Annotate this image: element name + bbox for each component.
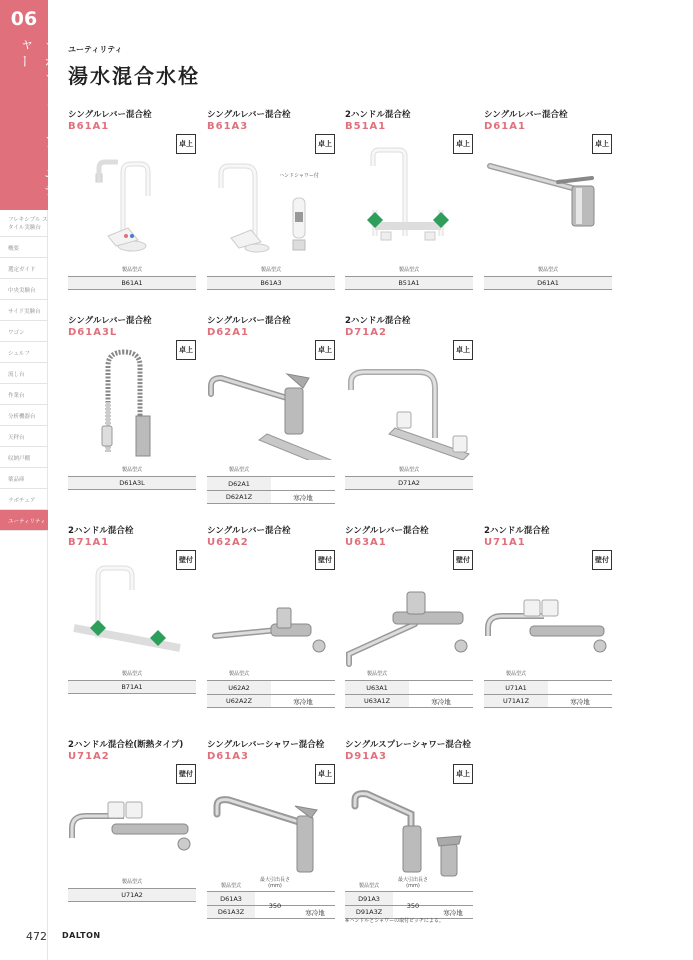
product-name: シングルレバー混合栓 (207, 110, 291, 120)
section-title: ラボラトリーファニチャー (16, 38, 58, 198)
product-name: 2ハンドル混合栓 (68, 526, 134, 536)
model-number: U62A2Z (207, 695, 271, 707)
faucet-image (484, 136, 612, 254)
sidebar-item-center-bench[interactable]: 中央実験台 (0, 279, 48, 300)
page-title: 湯水混合水栓 (68, 64, 200, 88)
sidebar-item-guide[interactable]: 選定ガイド (0, 258, 48, 279)
cold-region-note: 寒冷地 (305, 908, 325, 917)
product-card (207, 738, 335, 923)
sidebar-item-wagon[interactable]: ワゴン (0, 321, 48, 342)
faucet-image (207, 342, 335, 460)
product-card (345, 524, 473, 709)
spec-label: 製品型式 (228, 467, 249, 473)
product-code: B61A3 (207, 121, 249, 132)
sidebar-item-flexible[interactable]: フレキシブル スタイル実験台 (0, 213, 48, 237)
footnote: ※ハンドルとシャワーの取付ピッチによる。 (345, 918, 444, 924)
sidebar-item-instrument-table[interactable]: 分析機器台 (0, 405, 48, 426)
model-number: D62A1Z (207, 491, 271, 503)
model-number: B51A1 (345, 277, 473, 289)
model-number: B61A1 (68, 277, 196, 289)
model-number: D62A1 (207, 477, 271, 490)
model-number: U62A2 (207, 681, 271, 694)
spec-label: 最大引出長さ (mm) (397, 877, 428, 889)
category-label: ユーティリティ (68, 45, 123, 54)
model-number: D61A1 (484, 277, 612, 289)
sidebar-nav (0, 213, 48, 531)
model-number: D91A3 (345, 892, 393, 905)
faucet-image (68, 342, 196, 460)
product-card (345, 738, 473, 923)
spec-label: 製品型式 (398, 467, 419, 473)
product-name: シングルレバー混合栓 (345, 526, 429, 536)
faucet-image (345, 552, 473, 670)
product-code: D62A1 (207, 327, 249, 338)
spec-label: 製品型式 (121, 879, 142, 885)
product-name: シングルレバー混合栓 (207, 316, 291, 326)
faucet-image (68, 136, 196, 254)
model-number: D91A3Z (345, 906, 393, 918)
mount-badge: 卓上 (315, 134, 335, 154)
product-card (207, 314, 335, 502)
spec-label: 製品型式 (228, 671, 249, 677)
cold-region-note: 寒冷地 (570, 697, 590, 706)
section-number: 06 (10, 8, 38, 30)
product-name: 2ハンドル混合栓 (345, 110, 411, 120)
model-number: B61A3 (207, 277, 335, 289)
page-number: 472 (26, 930, 47, 943)
faucet-image (207, 766, 335, 884)
spec-label: 最大引出長さ (mm) (259, 877, 290, 889)
model-number: U71A1Z (484, 695, 548, 707)
model-number: D61A3L (68, 477, 196, 489)
product-name: シングルレバー混合栓 (484, 110, 568, 120)
product-card (207, 524, 335, 709)
model-number: D61A3Z (207, 906, 255, 918)
faucet-image (345, 342, 473, 460)
product-code: B61A1 (68, 121, 110, 132)
faucet-image (68, 766, 196, 884)
product-name: シングルレバー混合栓 (207, 526, 291, 536)
sidebar-item-storage[interactable]: 収納戸棚 (0, 447, 48, 468)
product-code: D61A3L (68, 327, 118, 338)
spec-label: 製品型式 (121, 671, 142, 677)
product-card (68, 314, 196, 499)
cold-region-note: 寒冷地 (443, 908, 463, 917)
spec-label: 製品型式 (260, 267, 281, 273)
cold-region-note: 寒冷地 (293, 493, 313, 502)
product-card (345, 314, 473, 499)
spec-label: 製品型式 (121, 467, 142, 473)
spec-label: 製品型式 (121, 267, 142, 273)
product-card (68, 108, 196, 293)
product-code: U62A2 (207, 537, 249, 548)
spec-label: 製品型式 (366, 671, 387, 677)
mount-badge: 卓上 (592, 134, 612, 154)
faucet-image (345, 136, 473, 254)
product-name: 2ハンドル混合栓 (484, 526, 550, 536)
faucet-image (484, 552, 612, 670)
section-header (0, 0, 58, 210)
model-number: D71A2 (345, 477, 473, 489)
mount-badge: 卓上 (315, 764, 335, 784)
sidebar-item-chemical-storage[interactable]: 薬品庫 (0, 468, 48, 489)
product-card (207, 108, 335, 293)
model-number: B71A1 (68, 681, 196, 693)
spec-label: 製品型式 (505, 671, 526, 677)
spec-label: 製品型式 (398, 267, 419, 273)
product-name: シングルレバー混合栓 (68, 316, 152, 326)
product-code: U63A1 (345, 537, 387, 548)
faucet-image (207, 136, 335, 254)
product-card (484, 524, 612, 709)
product-card (484, 108, 612, 293)
shower-note: ハンドシャワー付 (279, 173, 319, 179)
product-code: U71A2 (68, 751, 110, 762)
sidebar (0, 0, 58, 960)
mount-badge: 卓上 (315, 340, 335, 360)
sidebar-item-sink[interactable]: 流し台 (0, 363, 48, 384)
product-code: U71A1 (484, 537, 526, 548)
mount-badge: 壁付 (315, 550, 335, 570)
product-code: D71A2 (345, 327, 387, 338)
product-card (68, 738, 196, 923)
mount-badge: 壁付 (453, 550, 473, 570)
mount-badge: 壁付 (176, 764, 196, 784)
product-name: 2ハンドル混合栓 (345, 316, 411, 326)
model-number: U63A1 (345, 681, 409, 694)
product-code: D61A3 (207, 751, 249, 762)
spec-label: 製品型式 (358, 883, 379, 889)
product-name: シングルスプレーシャワー混合栓 (345, 740, 471, 750)
mount-badge: 卓上 (453, 134, 473, 154)
brand-logo: DALTON (62, 931, 101, 940)
sidebar-item-shelf[interactable]: シェルフ (0, 342, 48, 363)
model-number: U71A2 (68, 889, 196, 901)
faucet-image (207, 552, 335, 670)
product-code: D91A3 (345, 751, 387, 762)
faucet-image (68, 552, 196, 670)
sidebar-item-workbench[interactable]: 作業台 (0, 384, 48, 405)
product-code: B51A1 (345, 121, 387, 132)
faucet-image (345, 766, 473, 884)
sidebar-item-balance-table[interactable]: 天秤台 (0, 426, 48, 447)
sidebar-item-utility[interactable]: ユーティリティ (0, 510, 48, 531)
mount-badge: 壁付 (592, 550, 612, 570)
product-card (345, 108, 473, 293)
mount-badge: 壁付 (176, 550, 196, 570)
model-number: U71A1 (484, 681, 548, 694)
max-length: 350 (268, 901, 282, 910)
spec-label: 製品型式 (537, 267, 558, 273)
spec-label: 製品型式 (220, 883, 241, 889)
mount-badge: 卓上 (176, 134, 196, 154)
mount-badge: 卓上 (453, 764, 473, 784)
product-code: B71A1 (68, 537, 110, 548)
product-name: 2ハンドル混合栓(断熱タイプ) (68, 740, 184, 750)
max-length: 350 (406, 901, 420, 910)
product-card (68, 524, 196, 709)
product-code: D61A1 (484, 121, 526, 132)
cold-region-note: 寒冷地 (293, 697, 313, 706)
mount-badge: 卓上 (453, 340, 473, 360)
sidebar-item-lab-chair[interactable]: ラボチェア (0, 489, 48, 510)
product-name: シングルレバー混合栓 (68, 110, 152, 120)
sidebar-item-overview[interactable]: 概要 (0, 237, 48, 258)
sidebar-item-side-bench[interactable]: サイド実験台 (0, 300, 48, 321)
model-number: D61A3 (207, 892, 255, 905)
model-number: U63A1Z (345, 695, 409, 707)
product-name: シングルレバーシャワー混合栓 (207, 740, 325, 750)
cold-region-note: 寒冷地 (431, 697, 451, 706)
mount-badge: 卓上 (176, 340, 196, 360)
